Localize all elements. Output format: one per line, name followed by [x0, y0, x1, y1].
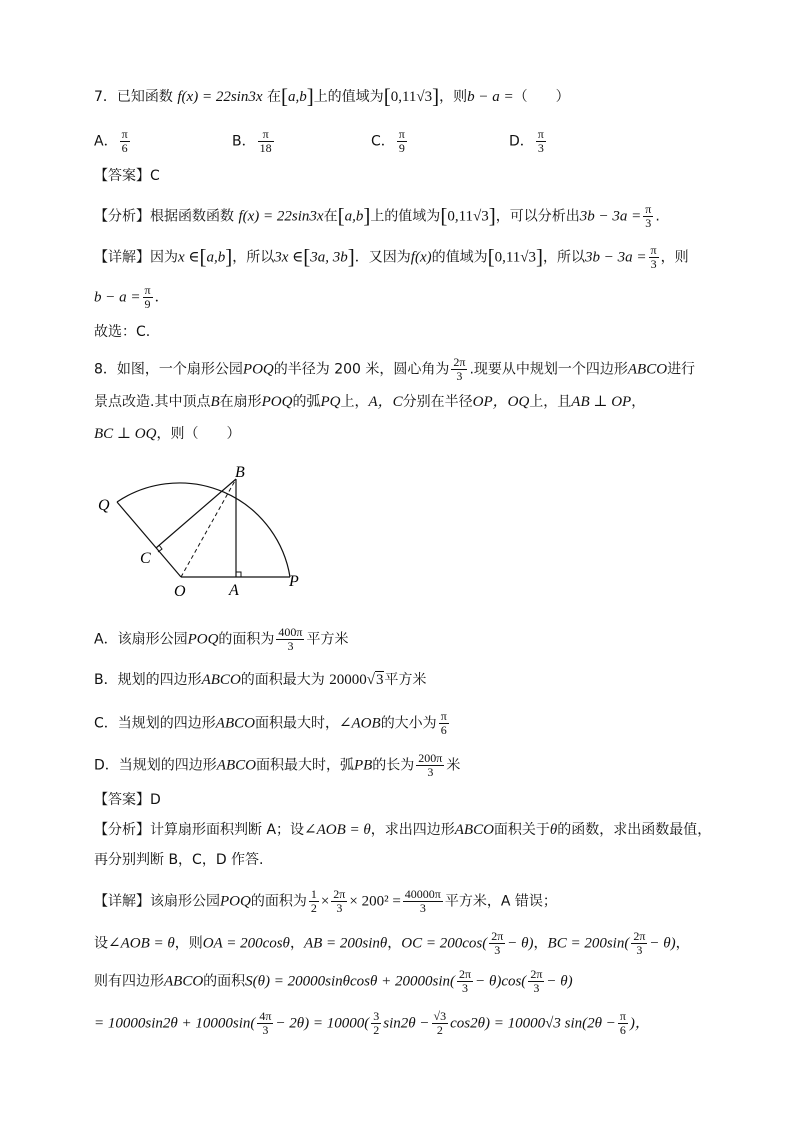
- q7-function: f(x) = 22sin3x: [177, 89, 263, 105]
- q8-option-b: B．规划的四边形ABCO的面积最大为 20000√3平方米: [94, 672, 427, 688]
- frac-den: 3: [287, 639, 294, 653]
- area-abco: ABCO: [164, 973, 204, 990]
- frac-num: 2π: [530, 967, 543, 981]
- right-angle-a: [236, 572, 241, 577]
- option-letter: A．: [94, 133, 118, 150]
- detail-equation: 3b − 3a =: [585, 249, 647, 266]
- analysis-text-2: 在: [323, 208, 338, 225]
- set-oc: OC = 200cos(: [401, 935, 488, 952]
- option-abco: ABCO: [215, 715, 255, 732]
- q7-detail: 【详解】因为x ∈[a,b]，所以3x ∈[3a, 3b]．又因为f(x)的值域为[0,11√3]，所以3b − 3a = $\frac{\pi}{3}$ ，则: [94, 243, 689, 271]
- detail-f: f(x): [410, 249, 432, 266]
- stem-poq: POQ: [242, 361, 274, 378]
- analysis-tag: 【分析】: [94, 208, 150, 225]
- analysis-text: 计算扇形面积判断 A；设: [150, 822, 305, 838]
- label-q: Q: [98, 497, 110, 514]
- detail-range: 0,11√3: [494, 249, 537, 266]
- frac-num: √3: [433, 1009, 447, 1023]
- analysis-text-4: 的函数，求出函数最值，: [557, 822, 712, 838]
- answer-value: D: [150, 792, 161, 808]
- option-text-2: 面积最大时，: [254, 715, 339, 732]
- frac-num: π: [645, 202, 652, 216]
- frac-den: 2: [436, 1023, 443, 1037]
- q8-detail-area: [94, 968, 573, 995]
- last-expr-3: sin2θ −: [383, 1015, 430, 1032]
- frac-num: π: [144, 283, 151, 297]
- stem-text-3: 的弧: [292, 394, 321, 410]
- last-expr: = 10000sin2θ + 10000sin(: [94, 1015, 256, 1032]
- frac-den: 3: [419, 901, 426, 915]
- option-num: π: [121, 127, 128, 141]
- frac-den: 3: [456, 369, 463, 383]
- detail-times-2: × 200² =: [349, 893, 401, 910]
- detail-text-5: ，所以: [543, 249, 586, 266]
- option-abco: ABCO: [216, 757, 256, 774]
- q8-detail-set: [94, 930, 690, 957]
- label-a: A: [229, 582, 239, 599]
- set-bc-end: − θ): [649, 935, 676, 952]
- detail-end: ．: [154, 289, 169, 306]
- q7-paren: （ ）: [513, 89, 570, 105]
- option-value: 20000: [329, 672, 367, 688]
- frac-den: 6: [440, 723, 447, 737]
- option-text-3: 的长为: [372, 757, 415, 774]
- detail-interval-2: 3a, 3b: [310, 249, 348, 266]
- set-oa: OA = 200cosθ: [202, 935, 290, 952]
- last-end: )，: [629, 1015, 650, 1032]
- q7-option-b: [232, 128, 276, 155]
- option-num: π: [258, 128, 274, 142]
- frac-den: 2: [373, 1023, 380, 1037]
- frac-num: 400π: [278, 625, 303, 639]
- q8-stem-line3: [94, 424, 240, 444]
- stem-point-b: B: [210, 394, 220, 410]
- q8-analysis-line2: 再分别判断 B，C，D 作答.: [94, 852, 264, 868]
- segment-bc: [156, 479, 236, 548]
- detail-equation-2: b − a =: [94, 289, 141, 306]
- area-end: − θ): [546, 973, 573, 990]
- frac-num: π: [440, 709, 447, 723]
- frac-den: 3: [262, 1023, 269, 1037]
- frac-den: 3: [645, 216, 652, 230]
- option-letter: D．: [509, 133, 534, 150]
- stem-ac: A，C: [368, 394, 403, 410]
- analysis-equation: 3b − 3a =: [579, 208, 642, 225]
- q8-option-d: [94, 752, 460, 779]
- detail-tag: 【详解】: [94, 249, 150, 266]
- analysis-text-3: 面积关于: [493, 822, 550, 838]
- option-num: π: [537, 127, 544, 141]
- detail-poq: POQ: [220, 893, 251, 910]
- option-den: 6: [121, 141, 128, 155]
- q7-choose: 故选：C.: [94, 324, 151, 340]
- frac-num: π: [619, 1009, 626, 1023]
- q7-stem: 7．已知函数 f(x) = 22sin3x 在[a,b]上的值域为[0,11√3]，则b − a =（ ）: [94, 84, 570, 108]
- set-sep-2: ，: [387, 935, 402, 952]
- stem-text-7: ，: [631, 394, 646, 410]
- stem-op-oq: OP，OQ: [472, 394, 530, 410]
- detail-text-6: ，则: [660, 249, 689, 266]
- analysis-text-2: ，求出四边形: [370, 822, 455, 838]
- stem-pq: PQ: [320, 394, 341, 410]
- stem-text: ，则（ ）: [156, 426, 241, 442]
- q7-stem-text-4: ，则: [439, 89, 468, 105]
- option-num: π: [398, 127, 405, 141]
- q8-answer: [94, 790, 161, 810]
- answer-tag: 【答案】: [94, 168, 150, 184]
- detail-text-3: ．又因为: [354, 249, 411, 266]
- frac-den: 3: [336, 901, 343, 915]
- analysis-abco: ABCO: [454, 822, 494, 838]
- stem-text-6: 上，且: [529, 394, 572, 410]
- frac-den: 9: [144, 297, 151, 311]
- frac-num: 1: [310, 887, 317, 901]
- analysis-tag: 【分析】: [94, 822, 150, 838]
- option-text-3: 的大小为: [380, 715, 437, 732]
- q7-detail-line2: [94, 284, 169, 311]
- analysis-angle: ∠AOB = θ: [304, 822, 371, 838]
- option-text: D．当规划的四边形: [94, 757, 217, 774]
- frac-num: 40000π: [404, 887, 441, 901]
- q7-answer: [94, 166, 160, 186]
- frac-num: 2π: [633, 929, 646, 943]
- option-text-4: 米: [446, 757, 461, 774]
- detail-interval: a,b: [206, 249, 226, 266]
- label-p: P: [289, 573, 299, 590]
- q7-interval: a,b: [287, 89, 307, 105]
- detail-text: 因为: [150, 249, 178, 266]
- q7-option-a: [94, 128, 132, 155]
- frac-num: 4π: [259, 1009, 272, 1023]
- stem-text-2: 的半径为 200 米，圆心角为: [273, 361, 450, 378]
- detail-text-3: 平方米，A 错误；: [444, 893, 557, 910]
- frac-den: 3: [462, 981, 469, 995]
- frac-num: 2π: [453, 355, 466, 369]
- frac-den: 3: [494, 943, 501, 957]
- stem-text: 8．如图，一个扇形公园: [94, 361, 243, 378]
- option-text-3: 平方米: [384, 672, 427, 688]
- analysis-text-4: ，可以分析出: [495, 208, 580, 225]
- detail-tag: 【详解】: [94, 893, 150, 910]
- set-text: 设: [94, 935, 108, 952]
- q8-detail: [94, 888, 557, 915]
- area-text: 则有四边形: [94, 973, 164, 990]
- detail-x: x ∈: [178, 249, 200, 266]
- stem-text-5: 分别在半径: [402, 394, 473, 410]
- option-pb: PB: [353, 757, 373, 774]
- option-text-2: 的面积最大为: [240, 672, 325, 688]
- detail-text-2: 的面积为: [250, 893, 307, 910]
- q7-ask: b − a =: [467, 89, 514, 105]
- frac-den: 3: [427, 765, 434, 779]
- last-expr-2: − 2θ) = 10000(: [275, 1015, 370, 1032]
- option-text-2: 的面积为: [218, 631, 275, 648]
- stem-text-3: .现要从中规划一个四边形: [469, 361, 628, 378]
- q8-option-c: [94, 710, 451, 737]
- option-letter: C．: [371, 133, 395, 150]
- q7-stem-text: 7．已知函数: [94, 89, 173, 105]
- detail-text: 该扇形公园: [150, 893, 220, 910]
- frac-num: 2π: [459, 967, 472, 981]
- detail-text-4: 的值域为: [431, 249, 488, 266]
- label-b: B: [235, 464, 245, 481]
- q8-stem-line1: [94, 356, 695, 383]
- set-ab: AB = 200sinθ: [303, 935, 388, 952]
- frac-num: 3: [373, 1009, 380, 1023]
- label-o: O: [174, 583, 186, 600]
- last-expr-4: cos2θ) = 10000√3 sin(2θ −: [450, 1015, 616, 1032]
- option-den: 3: [537, 141, 544, 155]
- analysis-end: .: [655, 208, 660, 225]
- q7-stem-text-2: 在: [266, 89, 281, 105]
- q7-option-c: [371, 128, 409, 155]
- stem-text: 景点改造.其中顶点: [94, 394, 211, 410]
- set-sep: ，: [289, 935, 304, 952]
- stem-abco: ABCO: [627, 361, 668, 378]
- stem-text-4: 上，: [340, 394, 369, 410]
- stem-perp-2: BC ⊥ OQ: [94, 426, 157, 442]
- option-text-3: 平方米: [306, 631, 349, 648]
- analysis-function: f(x) = 22sin3x: [238, 208, 324, 225]
- set-angle: ∠AOB = θ: [108, 935, 175, 952]
- option-text-2: 面积最大时，弧: [255, 757, 354, 774]
- frac-den: 6: [619, 1023, 626, 1037]
- analysis-theta: θ: [549, 822, 558, 838]
- option-letter: B．: [232, 133, 256, 150]
- set-sep-4: ，: [675, 935, 690, 952]
- frac-den: 3: [636, 943, 643, 957]
- analysis-range: 0,11√3: [447, 208, 489, 225]
- sector-figure: [92, 460, 312, 600]
- answer-tag: 【答案】: [94, 792, 150, 808]
- set-text-2: ，则: [174, 935, 203, 952]
- detail-times: ×: [320, 893, 330, 910]
- q7-range: 0,11√3: [390, 89, 433, 105]
- area-mid: − θ)cos(: [475, 973, 527, 990]
- option-poq: POQ: [187, 631, 219, 648]
- frac-num: 2π: [491, 929, 504, 943]
- stem-perp-1: AB ⊥ OP: [571, 394, 632, 410]
- analysis-text-3: 上的值域为: [370, 208, 441, 225]
- option-text: A．该扇形公园: [94, 631, 188, 648]
- q8-option-a: [94, 626, 348, 653]
- stem-poq: POQ: [261, 394, 293, 410]
- analysis-interval: a,b: [344, 208, 364, 225]
- set-sep-3: ，: [533, 935, 548, 952]
- option-text: C．当规划的四边形: [94, 715, 216, 732]
- detail-3x: 3x ∈: [274, 249, 304, 266]
- option-sqrt: 3: [375, 672, 384, 688]
- frac-den: 3: [533, 981, 540, 995]
- frac-den: 3: [650, 257, 657, 271]
- label-c: C: [140, 550, 151, 567]
- q7-stem-text-3: 上的值域为: [313, 89, 384, 105]
- frac-den: 2: [310, 901, 317, 915]
- option-abco: ABCO: [201, 672, 241, 688]
- q8-detail-last: [94, 1010, 650, 1037]
- area-expr: S(θ) = 20000sinθcosθ + 20000sin(: [245, 973, 456, 990]
- stem-text-4: 进行: [667, 361, 696, 378]
- q7-option-d: [509, 128, 548, 155]
- detail-text-2: ，所以: [232, 249, 275, 266]
- set-oc-end: − θ): [507, 935, 534, 952]
- analysis-text: 根据函数函数: [150, 208, 234, 225]
- answer-value: C: [150, 168, 160, 184]
- area-text-2: 的面积: [203, 973, 246, 990]
- q8-stem-line2: [94, 392, 645, 412]
- q8-analysis: [94, 820, 711, 840]
- frac-num: 200π: [418, 751, 443, 765]
- stem-text-2: 在扇形: [219, 394, 262, 410]
- frac-num: 2π: [333, 887, 346, 901]
- set-bc: BC = 200sin(: [547, 935, 630, 952]
- option-den: 18: [259, 141, 272, 155]
- frac-num: π: [650, 243, 657, 257]
- option-den: 9: [398, 141, 405, 155]
- q7-analysis: 【分析】根据函数函数 f(x) = 22sin3x在[a,b]上的值域为[0,11√3]，可以分析出3b − 3a = $\frac{\pi}{3}$ .: [94, 202, 660, 230]
- option-angle: ∠AOB: [338, 715, 381, 732]
- option-text: B．规划的四边形: [94, 672, 202, 688]
